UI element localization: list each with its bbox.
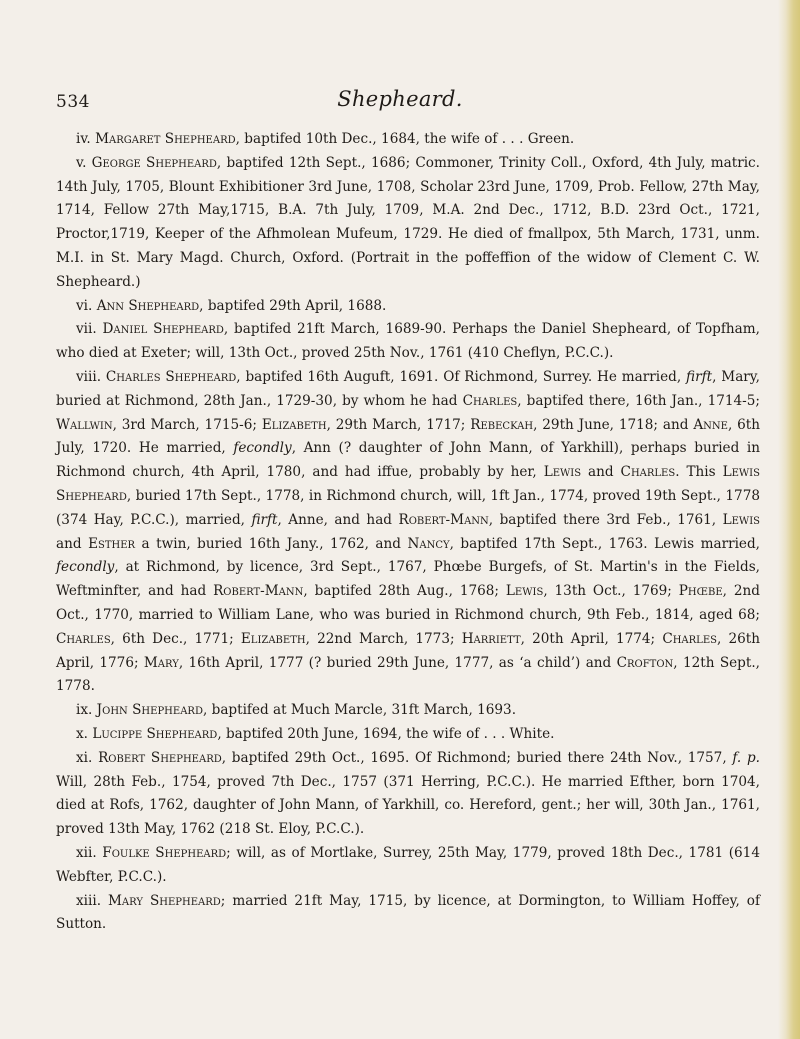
person-name: Robert-Mann xyxy=(213,583,304,600)
italic-term: firft xyxy=(251,511,278,528)
entry-viii xyxy=(56,366,760,699)
text-run: , baptifed 17th Sept., 1763. Lewis married, xyxy=(449,535,760,552)
entry-x xyxy=(56,723,760,747)
entry-text: baptifed 29th Oct., 1695. Of Richmond; buried there 24th Nov., 1757, xyxy=(226,749,733,766)
text-run: , baptifed there 3rd Feb., 1761, xyxy=(488,511,723,528)
entry-number: ix. xyxy=(76,702,93,719)
italic-term: firft xyxy=(686,368,713,385)
entry-name: Robert Shepheard, xyxy=(98,749,227,766)
entry-name: Mary Shepheard; xyxy=(108,892,226,909)
entry-number: iv. xyxy=(76,131,91,147)
entry-rich-text xyxy=(56,369,760,694)
text-run: a twin, buried 16th Jany., 1762, and xyxy=(135,535,408,552)
text-run: , Mary, buried at Richmond, 28th Jan., 1729-30, by whom he had xyxy=(56,368,760,409)
person-name: Elizabeth xyxy=(261,416,327,433)
text-run: and xyxy=(581,464,621,481)
text-run: , buried 17th Sept., 1778, in Richmond church, will, 1ft Jan., 1774, proved 19th Sept., 1778 (374 Hay, P.C.C.), married, xyxy=(56,487,760,528)
entry-text: baptifed at Much Marcle, 31ft March, 1693. xyxy=(207,702,517,719)
entry-xi xyxy=(56,747,760,842)
person-name: Anne xyxy=(693,416,728,433)
text-run: , 6th Dec., 1771; xyxy=(110,630,241,647)
entry-text: baptifed 29th April, 1688. xyxy=(203,297,387,314)
text-run: , Ann (? daughter of John Mann, of Yarkhill), perhaps buried in Richmond church, 4th April, 1780, and had iffue, probably by her, xyxy=(56,440,760,481)
entry-text: baptifed 12th Sept., 1686; Commoner, Trinity Coll., Oxford, 4th July, matric. 14th July, 1705, Blount Exhibitioner 3rd June, 1708, Scholar 23rd June, 1709, Prob. Fellow, 27th May, 1714, Fellow 27th May,1715, B.A. 7th July, 1709, M.A. 2nd Dec., 1712, B.D. 23rd Oct., 1721, Proctor,1719, Keeper of the Afhmolean Mufeum, 1729. He died of fmallpox, 5th March, 1731, unm. M.I. in St. Mary Magd. Church, Oxford. (Portrait in the poffeffion of the widow of Clement C. W. Shepheard.) xyxy=(56,154,760,290)
entry-name: George Shepheard, xyxy=(91,154,222,171)
entry-number: vii. xyxy=(76,321,97,338)
page-number: 534 xyxy=(56,92,90,112)
text-run: , 6th July, 1720. He married, xyxy=(56,416,760,457)
entry-number: vi. xyxy=(76,297,93,314)
entry-number: xiii. xyxy=(76,892,102,909)
text-run: , baptifed there, 16th Jan., 1714-5; xyxy=(517,392,760,409)
entry-number: x. xyxy=(76,725,88,742)
entry-xiii xyxy=(56,890,760,938)
text-run: , 20th April, 1774; xyxy=(520,630,663,647)
entry-vii xyxy=(56,318,760,366)
italic-term: fecondly xyxy=(233,440,292,457)
entry-xii xyxy=(56,842,760,890)
person-name: Charles xyxy=(662,630,717,647)
entry-name: Charles Shepheard, xyxy=(105,368,241,385)
entry-name: John Shepheard, xyxy=(96,702,208,719)
entries xyxy=(56,128,760,937)
text-run: Will, 28th Feb., 1754, proved 7th Dec., 1757 (371 Herring, P.C.C.). He married Efther, born 1704, died at Rofs, 1762, daughter of John Mann, of Yarkhill, co. Hereford, gent.; her will, 30th Jan., 1761, proved 13th May, 1762 (218 St. Eloy, P.C.C.). xyxy=(56,773,760,838)
text-run: , 12th Sept., 1778. xyxy=(56,654,760,695)
person-name: Wallwin xyxy=(56,416,113,433)
entry-name: Margaret Shepheard, xyxy=(95,131,240,147)
text-run: and xyxy=(56,535,89,552)
italic-term: f. p. xyxy=(732,749,760,766)
entry-number: viii. xyxy=(76,368,102,385)
person-name: Harriett xyxy=(461,630,521,647)
person-name: Charles xyxy=(462,392,518,409)
entry-number: v. xyxy=(76,154,87,171)
person-name: Phœbe xyxy=(678,583,723,600)
entry-name: Foulke Shepheard; xyxy=(102,844,231,861)
entry-v xyxy=(56,152,760,295)
person-name: Charles xyxy=(56,630,111,647)
running-head: Shepheard. xyxy=(337,87,463,111)
person-name: Lewis xyxy=(505,583,544,600)
text-run: , 2nd Oct., 1770, married to William Lane, who was buried in Richmond church, 9th Feb., 1814, aged 68; xyxy=(56,583,760,623)
person-name: Esther xyxy=(88,535,136,552)
entry-name: Lucippe Shepheard, xyxy=(92,725,222,742)
text-run: , Anne, and had xyxy=(277,511,399,528)
person-name: Lewis Shepheard xyxy=(56,464,760,504)
text-run: , 29th March, 1717; xyxy=(326,416,471,433)
person-name: Charles xyxy=(620,464,676,481)
italic-term: fecondly xyxy=(56,559,115,576)
person-name: Nancy xyxy=(407,535,450,552)
text-run: , 22nd March, 1773; xyxy=(305,630,462,647)
person-name: Elizabeth xyxy=(240,630,306,647)
entry-vi xyxy=(56,295,760,319)
text-run: . This xyxy=(675,464,723,481)
entry-name: Ann Shepheard, xyxy=(96,297,204,314)
person-name: Lewis xyxy=(543,464,582,481)
entry-name: Daniel Shepheard, xyxy=(102,321,229,338)
text-run: , at Richmond, by licence, 3rd Sept., 1767, Phœbe Burgefs, of St. Martin's in the Fields, Weftminfter, and had xyxy=(56,559,760,600)
text-run: , 16th April, 1777 (? buried 29th June, 1777, as ‘a child’) and xyxy=(178,654,617,671)
entry-number: xi. xyxy=(76,749,93,766)
person-name: Lewis xyxy=(722,511,760,528)
text-run: , baptifed 28th Aug., 1768; xyxy=(303,583,506,600)
entry-text: baptifed 10th Dec., 1684, the wife of . . . Green. xyxy=(239,131,575,147)
text-run: , 13th Oct., 1769; xyxy=(543,583,679,600)
text-run: , 26th April, 1776; xyxy=(56,630,760,671)
person-name: Mary xyxy=(143,654,179,671)
entry-ix xyxy=(56,699,760,723)
text-run: , 3rd March, 1715-6; xyxy=(112,416,262,433)
entry-text: baptifed 20th June, 1694, the wife of . . . White. xyxy=(221,725,555,742)
entry-text: baptifed 16th Auguft, 1691. Of Richmond, Surrey. He married, xyxy=(240,368,687,385)
entry-text: will, as of Mortlake, Surrey, 25th May, 1779, proved 18th Dec., 1781 (614 Webfter, P.C.C.). xyxy=(56,844,760,885)
person-name: Robert-Mann xyxy=(398,511,489,528)
person-name: Rebeckah xyxy=(470,416,534,433)
text-run: , 29th June, 1718; and xyxy=(533,416,694,433)
entry-iv xyxy=(56,128,760,152)
entry-text: married 21ft May, 1715, by licence, at Dormington, to William Hoffey, of Sutton. xyxy=(56,892,760,933)
entry-text: baptifed 21ft March, 1689-90. Perhaps the Daniel Shepheard, of Topfham, who died at Exeter; will, 13th Oct., proved 25th Nov., 1761 (410 Cheflyn, P.C.C.). xyxy=(56,321,760,362)
entry-number: xii. xyxy=(76,844,97,861)
person-name: Crofton xyxy=(616,654,674,671)
